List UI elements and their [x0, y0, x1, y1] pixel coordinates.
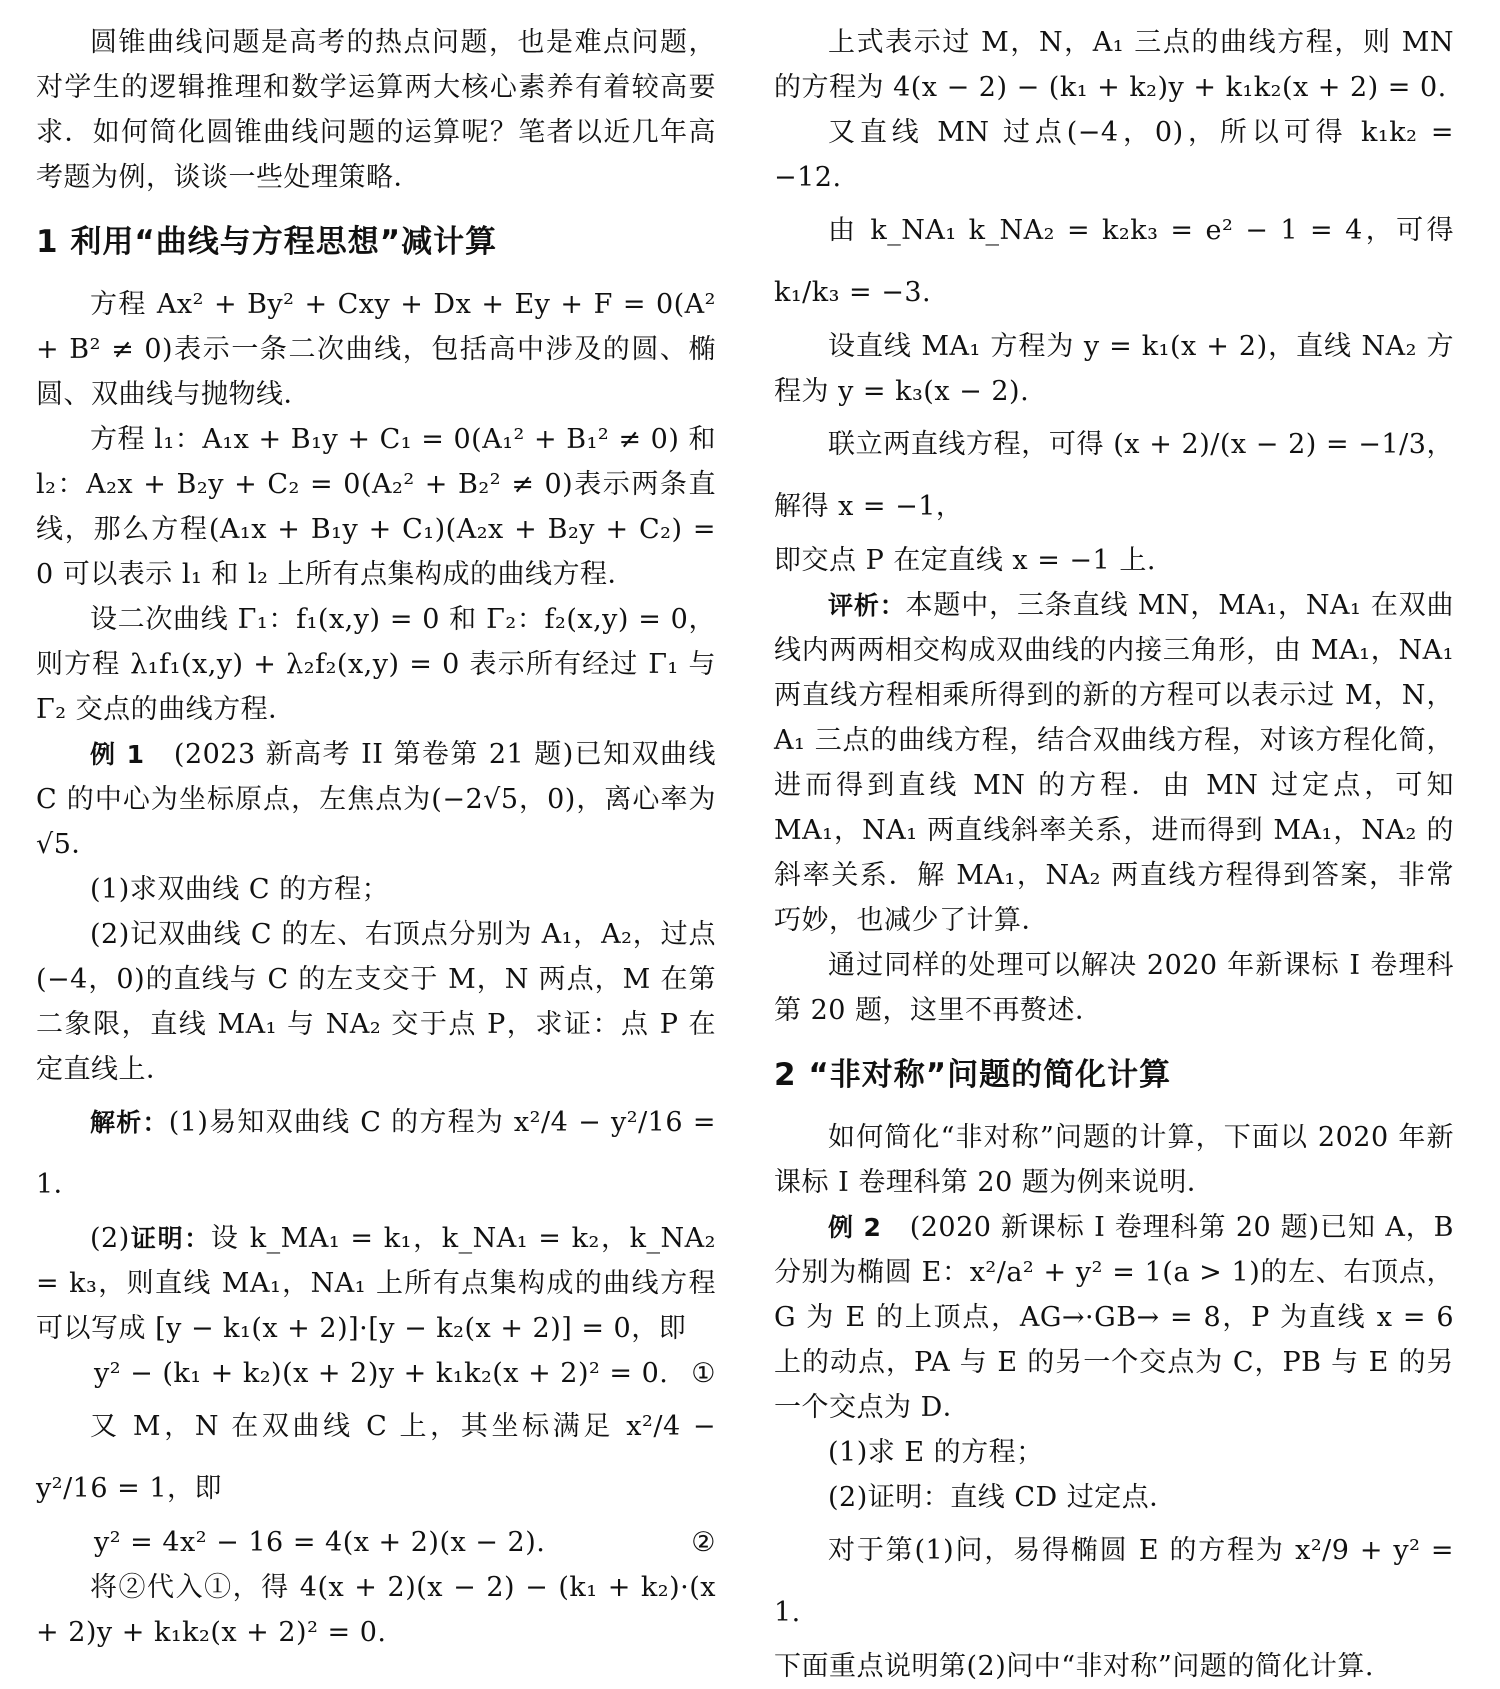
- proof-text: 设 k_MA₁ = k₁，k_NA₁ = k₂，k_NA₂ = k₃，则直线 MA₁，NA₁ 上所有点集构成的曲线方程可以写成 [y − k₁(x + 2)]·[y − k₂(x + 2)] = 0，即: [36, 1223, 716, 1344]
- example-2-question-2: (2)证明：直线 CD 过定点．: [828, 1482, 1177, 1513]
- paragraph: 又 M，N 在双曲线 C 上，其坐标满足 x²/4 − y²/16 = 1，即: [36, 1411, 716, 1504]
- example-1: [36, 732, 716, 867]
- example-2: [774, 1205, 1454, 1430]
- equation-1: [36, 1351, 716, 1396]
- paragraph: 又直线 MN 过点(−4，0)，所以可得 k₁k₂ = −12.: [774, 117, 1454, 193]
- section-2-title: 2 “非对称”问题的简化计算: [774, 1057, 1172, 1093]
- example-2-text: (2020 新课标 I 卷理科第 20 题)已知 A，B 分别为椭圆 E：x²/a² + y² = 1(a > 1)的左、右顶点，G 为 E 的上顶点，AG→·GB→ = 8，P 为直线 x = 6 上的动点，PA 与 E 的另一个交点为 C，PB 与 E 的另一个交点为 D．: [774, 1212, 1454, 1423]
- proof-prefix: (2): [90, 1223, 130, 1254]
- equation-1-body: y² − (k₁ + k₂)(x + 2)y + k₁k₂(x + 2)² = 0.: [94, 1358, 669, 1389]
- left-column: [36, 20, 716, 1655]
- paragraph: 通过同样的处理可以解决 2020 年新课标 I 卷理科第 20 题，这里不再赘述．: [774, 950, 1454, 1026]
- paragraph: 上式表示过 M，N，A₁ 三点的曲线方程，则 MN 的方程为 4(x − 2) − (k₁ + k₂)y + k₁k₂(x + 2) = 0.: [774, 27, 1454, 103]
- example-1-question-2: (2)记双曲线 C 的左、右顶点分别为 A₁，A₂，过点(−4，0)的直线与 C 的左支交于 M，N 两点，M 在第二象限，直线 MA₁ 与 NA₂ 交于点 P，求证：点 P 在定直线上．: [36, 919, 716, 1085]
- equation-2: [36, 1520, 716, 1565]
- paragraph: 下面重点说明第(2)问中“非对称”问题的简化计算.: [774, 1651, 1374, 1682]
- paragraph: 即交点 P 在定直线 x = −1 上.: [774, 545, 1156, 576]
- paragraph: 设二次曲线 Γ₁：f₁(x,y) = 0 和 Γ₂：f₂(x,y) = 0，则方程 λ₁f₁(x,y) + λ₂f₂(x,y) = 0 表示所有经过 Γ₁ 与 Γ₂ 交点的曲线方程．: [36, 604, 716, 725]
- example-2-question-1: (1)求 E 的方程；: [828, 1437, 1044, 1468]
- commentary-text: 本题中，三条直线 MN，MA₁，NA₁ 在双曲线内两两相交构成双曲线的内接三角形，由 MA₁，NA₁ 两直线方程相乘所得到的新的方程可以表示过 M，N，A₁ 三点的曲线方程，结合双曲线方程，对该方程化简，进而得到直线 MN 的方程．由 MN 过定点，可知 MA₁，NA₁ 两直线斜率关系，进而得到 MA₁，NA₂ 的斜率关系．解 MA₁，NA₂ 两直线方程得到答案，非常巧妙，也减少了计算．: [774, 590, 1454, 936]
- paragraph: 如何简化“非对称”问题的计算，下面以 2020 年新课标 I 卷理科第 20 题为例来说明．: [774, 1122, 1454, 1198]
- equation-1-number: ①: [691, 1358, 716, 1389]
- example-1-label: 例 1: [90, 740, 145, 769]
- example-1-question-1: (1)求双曲线 C 的方程；: [90, 874, 390, 905]
- right-column: [774, 20, 1454, 1689]
- example-2-label: 例 2: [828, 1213, 882, 1242]
- section-1-title: 1 利用“曲线与方程思想”减计算: [36, 224, 498, 260]
- equation-2-body: y² = 4x² − 16 = 4(x + 2)(x − 2).: [94, 1527, 546, 1558]
- commentary-label: 评析：: [828, 591, 906, 620]
- paragraph: 方程 Ax² + By² + Cxy + Dx + Ey + F = 0(A² + B² ≠ 0)表示一条二次曲线，包括高中涉及的圆、椭圆、双曲线与抛物线．: [36, 289, 716, 410]
- paragraph: 设直线 MA₁ 方程为 y = k₁(x + 2)，直线 NA₂ 方程为 y = k₃(x − 2).: [774, 331, 1454, 407]
- paragraph: 对于第(1)问，易得椭圆 E 的方程为 x²/9 + y² = 1.: [774, 1535, 1454, 1628]
- solution: [36, 1092, 716, 1216]
- paragraph: 联立两直线方程，可得 (x + 2)/(x − 2) = −1/3，解得 x = −1，: [774, 429, 1454, 522]
- paragraph: 由 k_NA₁ k_NA₂ = k₂k₃ = e² − 1 = 4，可得 k₁/k₃ = −3.: [774, 215, 1454, 308]
- commentary: [774, 583, 1454, 943]
- intro-paragraph: 圆锥曲线问题是高考的热点问题，也是难点问题，对学生的逻辑推理和数学运算两大核心素养有着较高要求．如何简化圆锥曲线问题的运算呢？笔者以近几年高考题为例，谈谈一些处理策略．: [36, 27, 716, 193]
- proof: [36, 1216, 716, 1351]
- paragraph: 方程 l₁：A₁x + B₁y + C₁ = 0(A₁² + B₁² ≠ 0) 和 l₂：A₂x + B₂y + C₂ = 0(A₂² + B₂² ≠ 0)表示两条直线，那么方程(A₁x + B₁y + C₁)(A₂x + B₂y + C₂) = 0 可以表示 l₁ 和 l₂ 上所有点集构成的曲线方程．: [36, 424, 716, 590]
- equation-2-number: ②: [691, 1527, 716, 1558]
- paragraph: 将②代入①，得 4(x + 2)(x − 2) − (k₁ + k₂)·(x + 2)y + k₁k₂(x + 2)² = 0.: [36, 1572, 716, 1648]
- solution-text: (1)易知双曲线 C 的方程为 x²/4 − y²/16 = 1．: [36, 1107, 716, 1200]
- proof-label: 证明：: [129, 1224, 211, 1253]
- solution-label: 解析：: [90, 1108, 169, 1137]
- example-1-text: (2023 新高考 II 第卷第 21 题)已知双曲线 C 的中心为坐标原点，左焦点为(−2√5，0)，离心率为√5．: [36, 739, 716, 860]
